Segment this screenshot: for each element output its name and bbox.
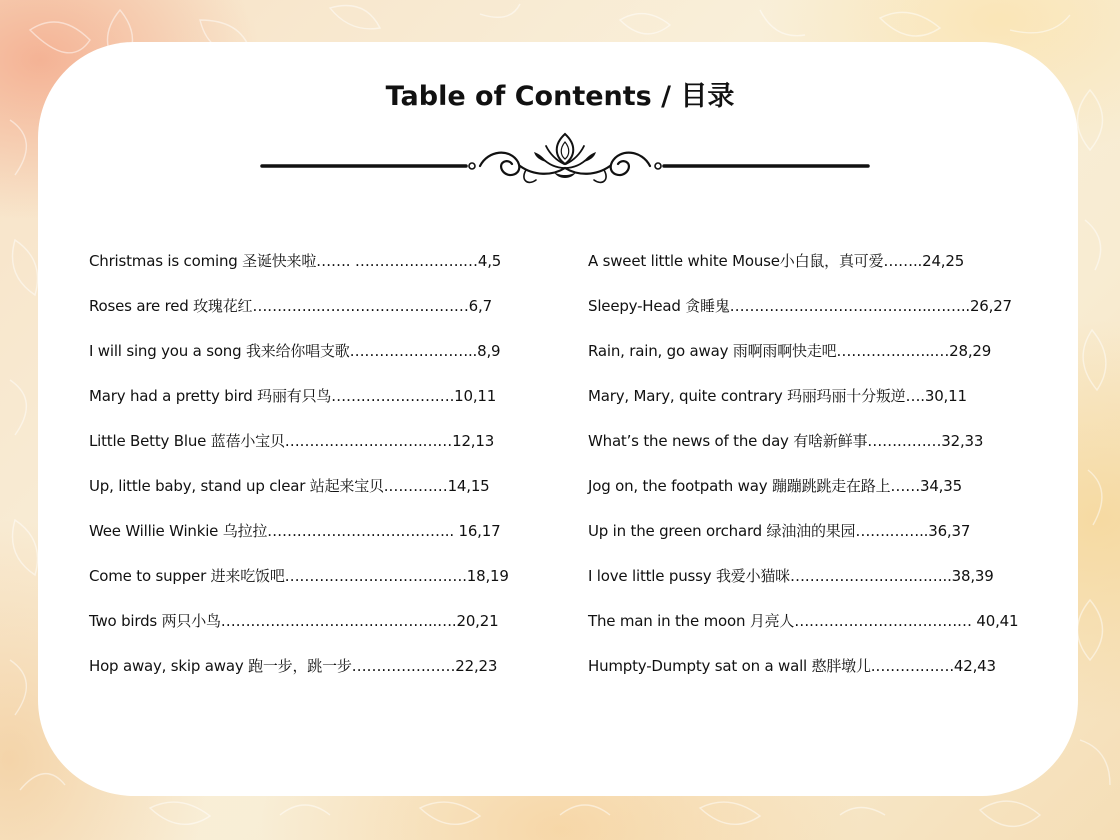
toc-entry[interactable]: Come to supper 进来吃饭吧……………………………….18,19 <box>89 567 509 585</box>
toc-entry[interactable]: Humpty-Dumpty sat on a wall 憨胖墩儿.…………….42,43 <box>588 657 996 675</box>
toc-entry[interactable]: Jog on, the footpath way 蹦蹦跳跳走在路上……34,35 <box>588 477 962 495</box>
toc-entry[interactable]: Up in the green orchard 绿油油的果园…….……..36,37 <box>588 522 971 540</box>
toc-entry[interactable]: The man in the moon 月亮人……………………………… 40,41 <box>588 612 1019 630</box>
toc-entry[interactable]: Up, little baby, stand up clear 站起来宝贝.…………14,15 <box>89 477 490 495</box>
toc-left-column <box>89 244 509 694</box>
toc-entry[interactable]: Two birds 两只小鸟……………………………………..….20,21 <box>89 612 499 630</box>
toc-entry[interactable]: Mary had a pretty bird 玛丽有只鸟…………………….10,11 <box>89 387 497 405</box>
toc-entry[interactable]: Little Betty Blue 蓝蓓小宝贝……………………….……12,13 <box>89 432 495 450</box>
toc-entry[interactable]: Rain, rain, go away 雨啊雨啊快走吧………………..…28,29 <box>588 342 992 360</box>
toc-entry[interactable]: Sleepy-Head 贪睡鬼…………………………………..……..26,27 <box>588 297 1012 315</box>
page-title: Table of Contents / 目录 <box>385 81 735 112</box>
toc-entry[interactable]: Mary, Mary, quite contrary 玛丽玛丽十分叛逆….30,11 <box>588 387 967 405</box>
toc-entry[interactable]: I will sing you a song 我来给你唱支歌……………………..8,9 <box>89 342 501 360</box>
toc-entry[interactable]: I love little pussy 我爱小猫咪…………………….……..38,39 <box>588 567 994 585</box>
toc-entry[interactable]: Hop away, skip away 跑一步，跳一步…………………22,23 <box>89 657 498 675</box>
toc-entry[interactable]: Christmas is coming 圣诞快来啦……. ………………….…4,5 <box>89 252 502 270</box>
toc-entry[interactable]: What’s the news of the day 有啥新鲜事……………32,33 <box>588 432 984 450</box>
toc-entry[interactable]: A sweet little white Mouse小白鼠，真可爱……..24,25 <box>588 252 965 270</box>
scroll-ornament-icon <box>258 128 872 190</box>
toc-right-column <box>588 244 1018 694</box>
toc-entry[interactable]: Roses are red 玫瑰花红…………..…………………………6,7 <box>89 297 492 315</box>
toc-entry[interactable]: Wee Willie Winkie 乌拉拉……………………………….. 16,17 <box>89 522 501 540</box>
